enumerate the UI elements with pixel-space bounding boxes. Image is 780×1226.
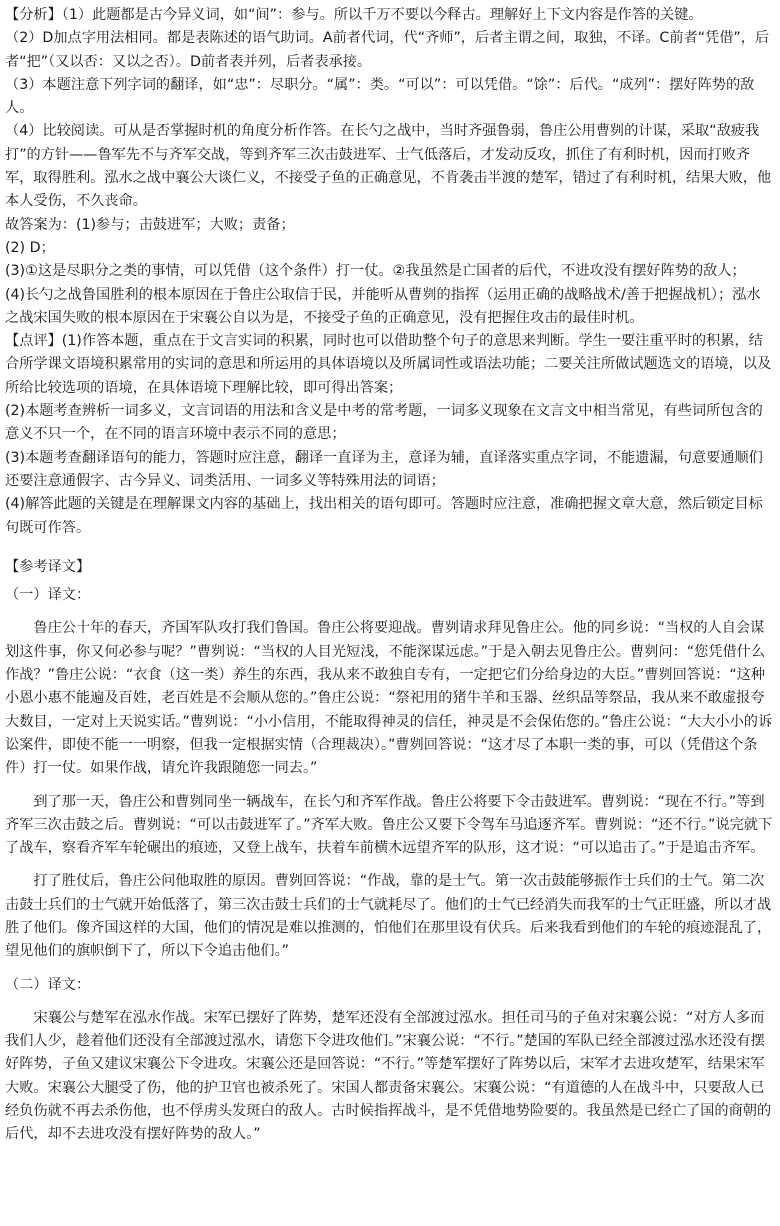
answers-section [5,214,774,330]
comment-paragraph-4: (4)解答此题的关键是在理解课文内容的基础上，找出相关的语句即可。答题时应注意，准确把握文章大意，然后锁定目标句既可作答。 [5,496,763,536]
analysis-paragraph-3: （3）本题注意下列字词的翻译，如“忠”：尽职分。“属”：类。“可以”：可以凭借。“馀”：后代。“成列”：摆好阵势的敌人。 [5,76,755,117]
section-1-paragraph-3: 打了胜仗后，鲁庄公问他取胜的原因。曹刿回答说：“作战，靠的是士气。第一次击鼓能够振作士兵们的士气。第二次击鼓士兵们的士气就开始低落了，第三次击鼓士兵们的士气就耗尽了。他们的士气已经消失而我军的士气正旺盛，所以才战胜了他们。像齐国这样的大国，他们的情况是难以推测的，怕他们在那里设有伏兵。后来我看到他们的车轮的痕迹混乱了，望见他们的旗帜倒下了，所以下令追击他们。” [5,873,772,960]
comments-section [5,330,774,540]
section-1-body [5,617,774,963]
section-2-heading: （二）译文： [5,976,91,993]
translation-heading: 【参考译文】 [5,558,91,575]
comment-paragraph-1: 【点评】(1)作答本题，重点在于文言实词的积累，同时也可以借助整个句子的意思来判断。学生一要注重平时的积累，结合所学课文语境积累常用的实词的意思和所运用的具体语境以及所属词性或语法功能；二要关注所做试题选文的语境，以及所给比较选项的语境，在具体语境下理解比较，即可得出答案； [5,333,772,396]
answer-line-2: (2) D； [5,239,55,256]
section-2-body [5,1007,774,1147]
section-1-heading: （一）译文： [5,587,91,604]
analysis-paragraph-4: （4）比较阅读。可从是否掌握时机的角度分析作答。在长勺之战中，当时齐强鲁弱，鲁庄公用曹刿的计谋，采取“敌疲我打”的方针——鲁军先不与齐军交战，等到齐军三次击鼓进军、士气低落后，才发动反攻，抓住了有利时机，因而打败齐军，取得胜利。泓水之战中襄公大谈仁义，不接受子鱼的正确意见，不肯袭击半渡的楚军，错过了有利时机，结果大败，他本人受伤，不久丧命。 [5,123,772,210]
analysis-paragraph-2: （2）D加点字用法相同。都是表陈述的语气助词。A前者代词，代“齐师”，后者主谓之间，取独，不译。C前者“凭借”，后者“把”（又以否：又以之否）。D前者表并列，后者表承接。 [5,30,770,70]
answer-line-1: 故答案为：(1)参与；击鼓进军；大败；责备； [5,216,295,233]
analysis-section [5,4,774,214]
section-1-paragraph-2: 到了那一天，鲁庄公和曹刿同坐一辆战车，在长勺和齐军作战。鲁庄公将要下令击鼓进军。曹刿说：“现在不行。”等到齐军三次击鼓之后。曹刿说：“可以击鼓进军了。”齐军大败。鲁庄公又要下令驾车马追逐齐军。曹刿说：“还不行。”说完就下了战车，察看齐军车轮碾出的痕迹，又登上战车，扶着车前横木远望齐军的队形，这才说：“可以追击了。”于是追击齐军。 [5,793,773,857]
comment-paragraph-3: (3)本题考查翻译语句的能力，答题时应注意，翻译一直译为主，意译为辅，直译落实重点字词，不能遗漏，句意要通顺们还要注意通假字、古今异义、词类活用、一词多义等特殊用法的词语； [5,449,763,489]
answer-line-4: (4)长勺之战鲁国胜利的根本原因在于鲁庄公取信于民，并能听从曹刿的指挥（运用正确的战略战术/善于把握战机）；泓水之战宋国失败的根本原因在于宋襄公自以为是，不接受子鱼的正确意见，没有把握住攻击的最佳时机。 [5,286,761,326]
answer-line-3: (3)①这是尽职分之类的事情，可以凭借（这个条件）打一仗。②我虽然是亡国者的后代，不进攻没有摆好阵势的敌人； [5,263,746,280]
comment-paragraph-2: (2)本题考查辨析一词多义，文言词语的用法和含义是中考的常考题，一词多义现象在文言文中相当常见，有些词所包含的意义不只一个，在不同的语言环境中表示不同的意思； [5,403,763,443]
section-2-paragraph-1: 宋襄公与楚军在泓水作战。宋军已摆好了阵势，楚军还没有全部渡过泓水。担任司马的子鱼对宋襄公说：“对方人多而我们人少，趁着他们还没有全部渡过泓水，请您下令进攻他们。”宋襄公说：“不行。”楚国的军队已经全部渡过泓水还没有摆好阵势，子鱼又建议宋襄公下令进攻。宋襄公还是回答说：“不行。”等楚军摆好了阵势以后，宋军才去进攻楚军，结果宋军大败。宋襄公大腿受了伤，他的护卫官也被杀死了。宋国人都责备宋襄公。宋襄公说：“有道德的人在战斗中，只要敌人已经负伤就不再去杀伤他，也不俘虏头发斑白的敌人。古时候指挥战斗，是不凭借地势险要的。我虽然是已经亡了国的商朝的后代，却不去进攻没有摆好阵势的敌人。” [5,1009,772,1143]
analysis-paragraph-1: 【分析】（1）此题都是古今异义词，如“间”：参与。所以千万不要以今释古。理解好上下文内容是作答的关键。 [5,7,703,23]
section-1-paragraph-1: 鲁庄公十年的春天，齐国军队攻打我们鲁国。鲁庄公将要迎战。曹刿请求拜见鲁庄公。他的同乡说：“当权的人自会谋划这件事，你又何必参与呢？”曹刿说：“当权的人目光短浅，不能深谋远虑。”于是入朝去见鲁庄公。曹刿问：“您凭借什么作战？”鲁庄公说：“衣食（这一类）养生的东西，我从来不敢独自专有，一定把它们分给身边的大臣。”曹刿回答说：“这种小恩小惠不能遍及百姓，老百姓是不会顺从您的。”鲁庄公说：“祭祀用的猪牛羊和玉器、丝织品等祭品，我从来不敢虚报夸大数目，一定对上天说实话。”曹刿说：“小小信用，不能取得神灵的信任，神灵是不会保佑您的。”鲁庄公说：“大大小小的诉讼案件，即使不能一一明察，但我一定根据实情（合理裁决）。”曹刿回答说：“这才尽了本职一类的事，可以（凭借这个条件）打一仗。如果作战，请允许我跟随您一同去。” [5,620,773,777]
